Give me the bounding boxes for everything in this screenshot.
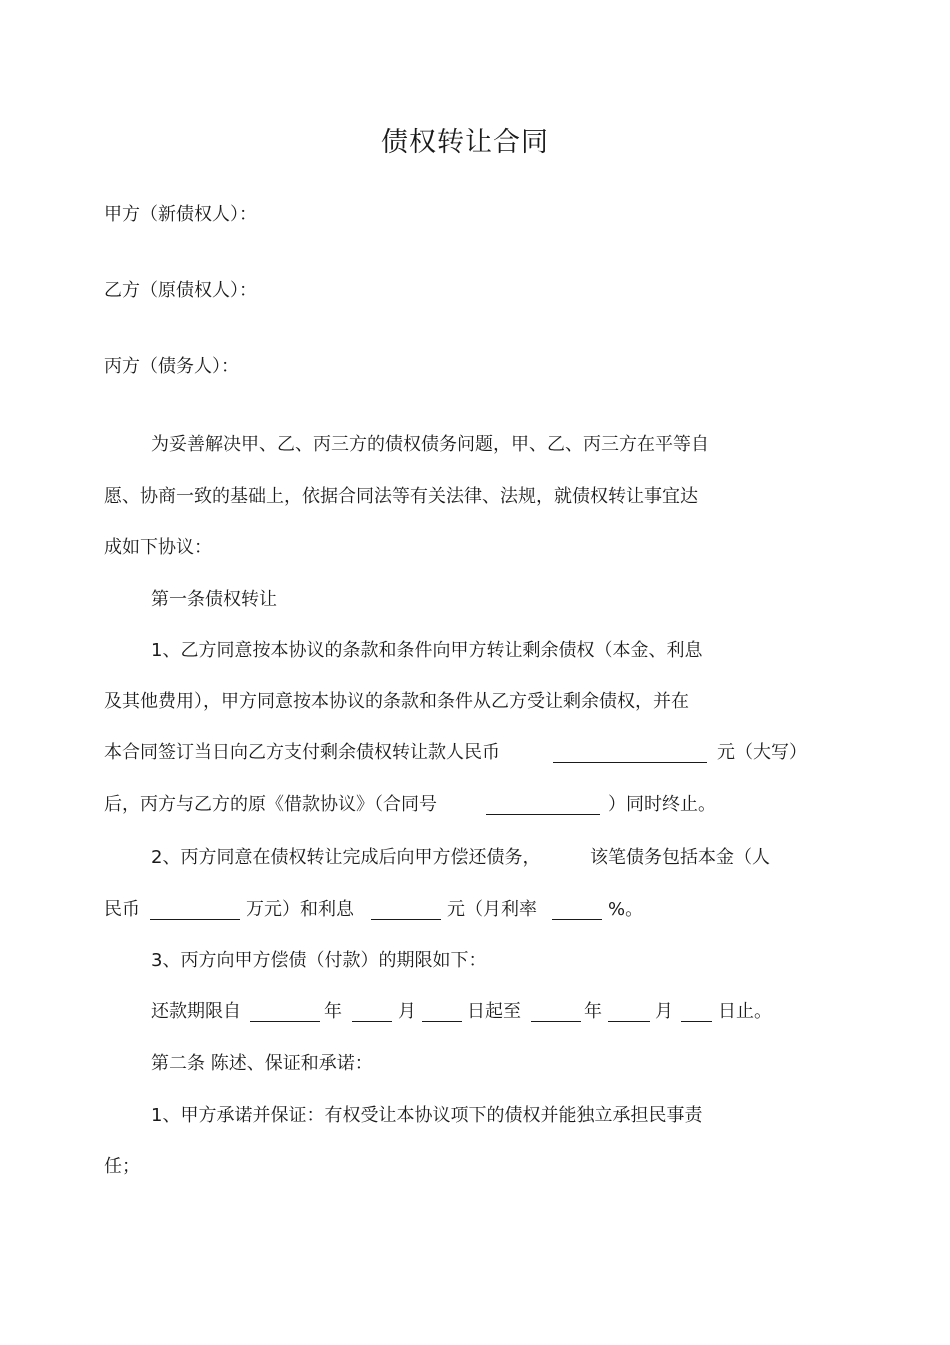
end-month-blank[interactable] [608, 1005, 650, 1022]
article-1-clause-1-line-1: 1、乙方同意按本协议的条款和条件向甲方转让剩余债权（本金、利息 [151, 640, 703, 661]
start-day-blank[interactable] [422, 1005, 462, 1022]
article-1-heading: 第一条债权转让 [151, 589, 277, 610]
interest-label: 万元）和利息 [246, 899, 354, 920]
principal-blank[interactable] [150, 903, 240, 920]
article-1-clause-1-line-3 [104, 741, 500, 765]
amount-capital-label: 元（大写） [717, 742, 807, 763]
termination-text: ）同时终止。 [608, 794, 716, 815]
repayment-from-label: 还款期限自 [151, 1001, 241, 1022]
article-1-clause-2-line-1a: 2、丙方同意在债权转让完成后向甲方偿还债务， [151, 847, 541, 868]
percent-sign: %。 [608, 899, 644, 920]
preamble-line-1: 为妥善解决甲、乙、丙三方的债权债务问题，甲、乙、丙三方在平等自 [151, 434, 709, 455]
party-a-label: 甲方（新债权人）： [104, 204, 257, 225]
article-1-clause-2-line-1b: 该笔债务包括本金（人 [590, 847, 770, 868]
day-end-label: 日止。 [718, 1001, 772, 1022]
start-year-blank[interactable] [250, 1005, 320, 1022]
article-2-clause-1-line-1: 1、甲方承诺并保证：有权受让本协议项下的债权并能独立承担民事责 [151, 1105, 703, 1126]
end-year-blank[interactable] [531, 1005, 581, 1022]
article-2-heading: 第二条 陈述、保证和承诺： [151, 1053, 373, 1074]
day-to-label: 日起至 [467, 1001, 521, 1022]
party-c-label: 丙方（债务人）： [104, 356, 239, 377]
rmb-label: 民币 [104, 899, 140, 920]
document-title: 债权转让合同 [381, 127, 549, 158]
article-1-clause-3-line-1: 3、丙方向甲方偿债（付款）的期限如下： [151, 950, 487, 971]
preamble-line-3: 成如下协议： [104, 537, 212, 558]
transfer-amount-blank[interactable] [553, 746, 707, 763]
year-label-1: 年 [324, 1001, 342, 1022]
original-loan-agreement-text: 后，丙方与乙方的原《借款协议》（合同号 [104, 794, 437, 815]
preamble-line-2: 愿、协商一致的基础上，依据合同法等有关法律、法规，就债权转让事宜达 [104, 486, 698, 507]
transfer-price-text: 本合同签订当日向乙方支付剩余债权转让款人民币 [104, 742, 500, 763]
article-1-clause-1-line-2: 及其他费用），甲方同意按本协议的条款和条件从乙方受让剩余债权，并在 [104, 691, 689, 712]
end-day-blank[interactable] [681, 1005, 712, 1022]
contract-number-blank[interactable] [486, 798, 600, 815]
month-label-2: 月 [655, 1001, 673, 1022]
month-label-1: 月 [398, 1001, 416, 1022]
start-month-blank[interactable] [352, 1005, 392, 1022]
party-b-label: 乙方（原债权人）： [104, 280, 257, 301]
article-2-clause-1-line-2: 任； [104, 1156, 140, 1177]
monthly-rate-blank[interactable] [552, 903, 602, 920]
monthly-rate-label: 元（月利率 [447, 899, 537, 920]
year-label-2: 年 [584, 1001, 602, 1022]
interest-blank[interactable] [371, 903, 441, 920]
